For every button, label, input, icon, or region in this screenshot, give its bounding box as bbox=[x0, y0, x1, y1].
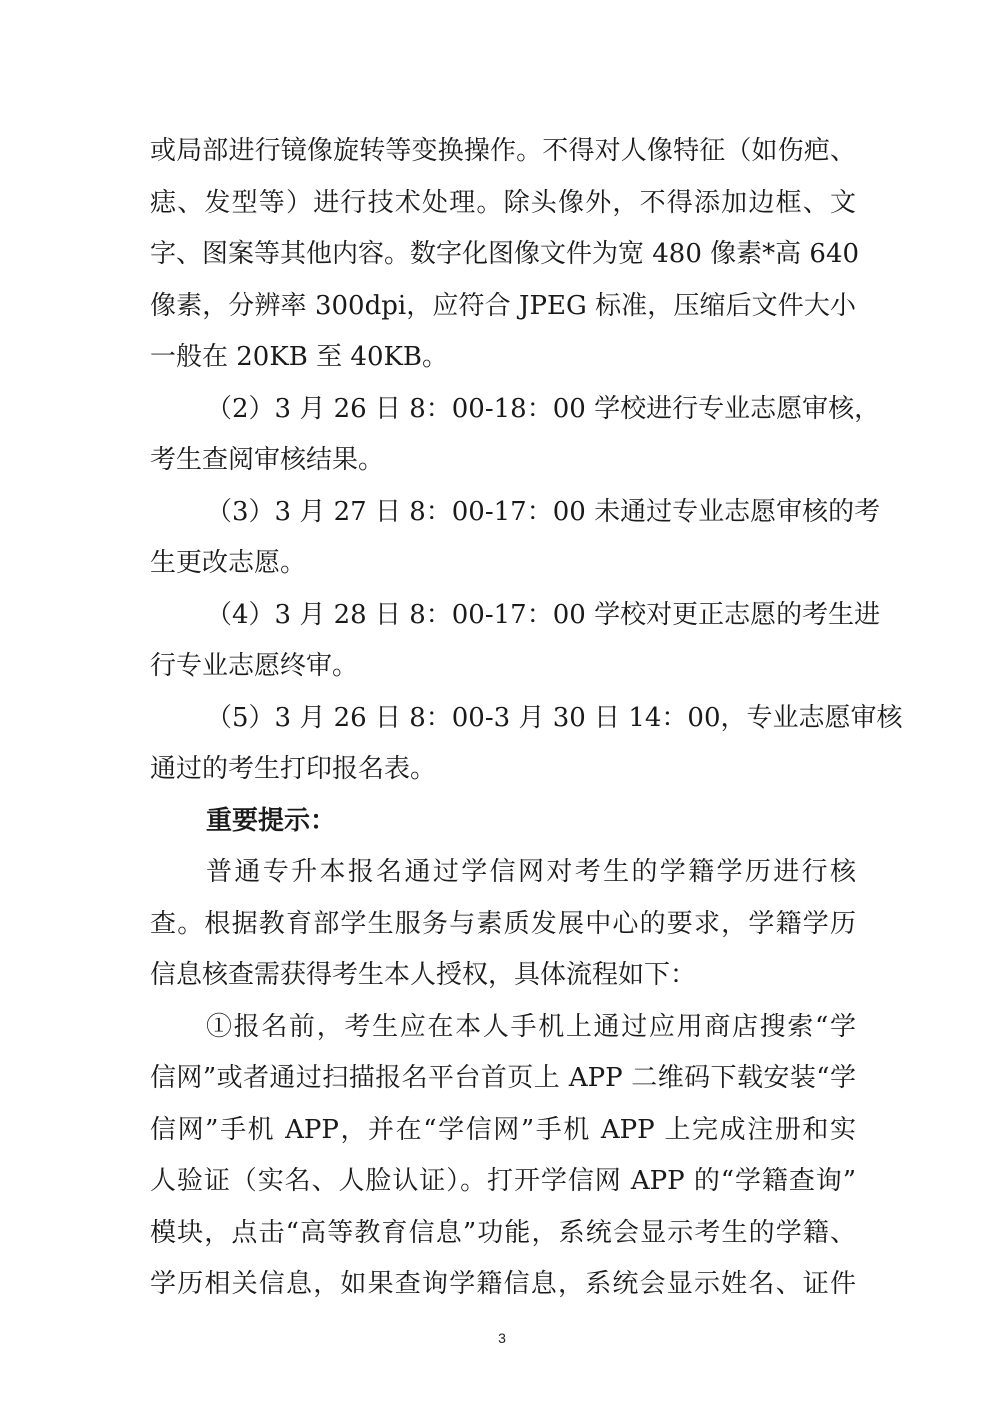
text-line: 学历相关信息，如果查询学籍信息，系统会显示姓名、证件 bbox=[150, 1269, 856, 1299]
text-line: 考生查阅审核结果。 bbox=[150, 445, 385, 475]
text-line: 信息核查需获得考生本人授权，具体流程如下： bbox=[150, 960, 697, 990]
text-line: （5）3 月 26 日 8：00-3 月 30 日 14：00，专业志愿审核 bbox=[206, 702, 903, 733]
text-line: 信网”手机 APP，并在“学信网”手机 APP 上完成注册和实 bbox=[150, 1114, 856, 1145]
text-line: 查。根据教育部学生服务与素质发展中心的要求，学籍学历 bbox=[150, 908, 856, 939]
text-line: 或局部进行镜像旋转等变换操作。不得对人像特征（如伤疤、 bbox=[150, 136, 856, 166]
text-line: （4）3 月 28 日 8：00-17：00 学校对更正志愿的考生进 bbox=[206, 599, 881, 630]
text-line: 一般在 20KB 至 40KB。 bbox=[150, 342, 449, 372]
page-number: 3 bbox=[498, 1330, 506, 1346]
text-line: 人验证（实名、人脸认证）。打开学信网 APP 的“学籍查询” bbox=[150, 1166, 856, 1196]
text-line: 普通专升本报名通过学信网对考生的学籍学历进行核 bbox=[206, 857, 856, 887]
body-text bbox=[150, 126, 903, 1311]
text-line: 通过的考生打印报名表。 bbox=[150, 754, 437, 784]
text-line: ①报名前，考生应在本人手机上通过应用商店搜索“学 bbox=[206, 1011, 856, 1042]
text-line: 行专业志愿终审。 bbox=[150, 651, 359, 681]
section-heading: 重要提示： bbox=[206, 805, 337, 836]
text-line: 模块，点击“高等教育信息”功能，系统会显示考生的学籍、 bbox=[150, 1217, 856, 1248]
text-line: 痣、发型等）进行技术处理。除头像外，不得添加边框、文 bbox=[150, 187, 856, 218]
text-line: 信网”或者通过扫描报名平台首页上 APP 二维码下载安装“学 bbox=[150, 1063, 856, 1093]
text-line: （2）3 月 26 日 8：00-18：00 学校进行专业志愿审核， bbox=[206, 393, 881, 424]
text-line: 像素，分辨率 300dpi，应符合 JPEG 标准，压缩后文件大小 bbox=[150, 290, 856, 321]
text-line: 字、图案等其他内容。数字化图像文件为宽 480 像素*高 640 bbox=[150, 239, 860, 269]
text-line: （3）3 月 27 日 8：00-17：00 未通过专业志愿审核的考 bbox=[206, 496, 881, 527]
text-line: 生更改志愿。 bbox=[150, 548, 307, 578]
